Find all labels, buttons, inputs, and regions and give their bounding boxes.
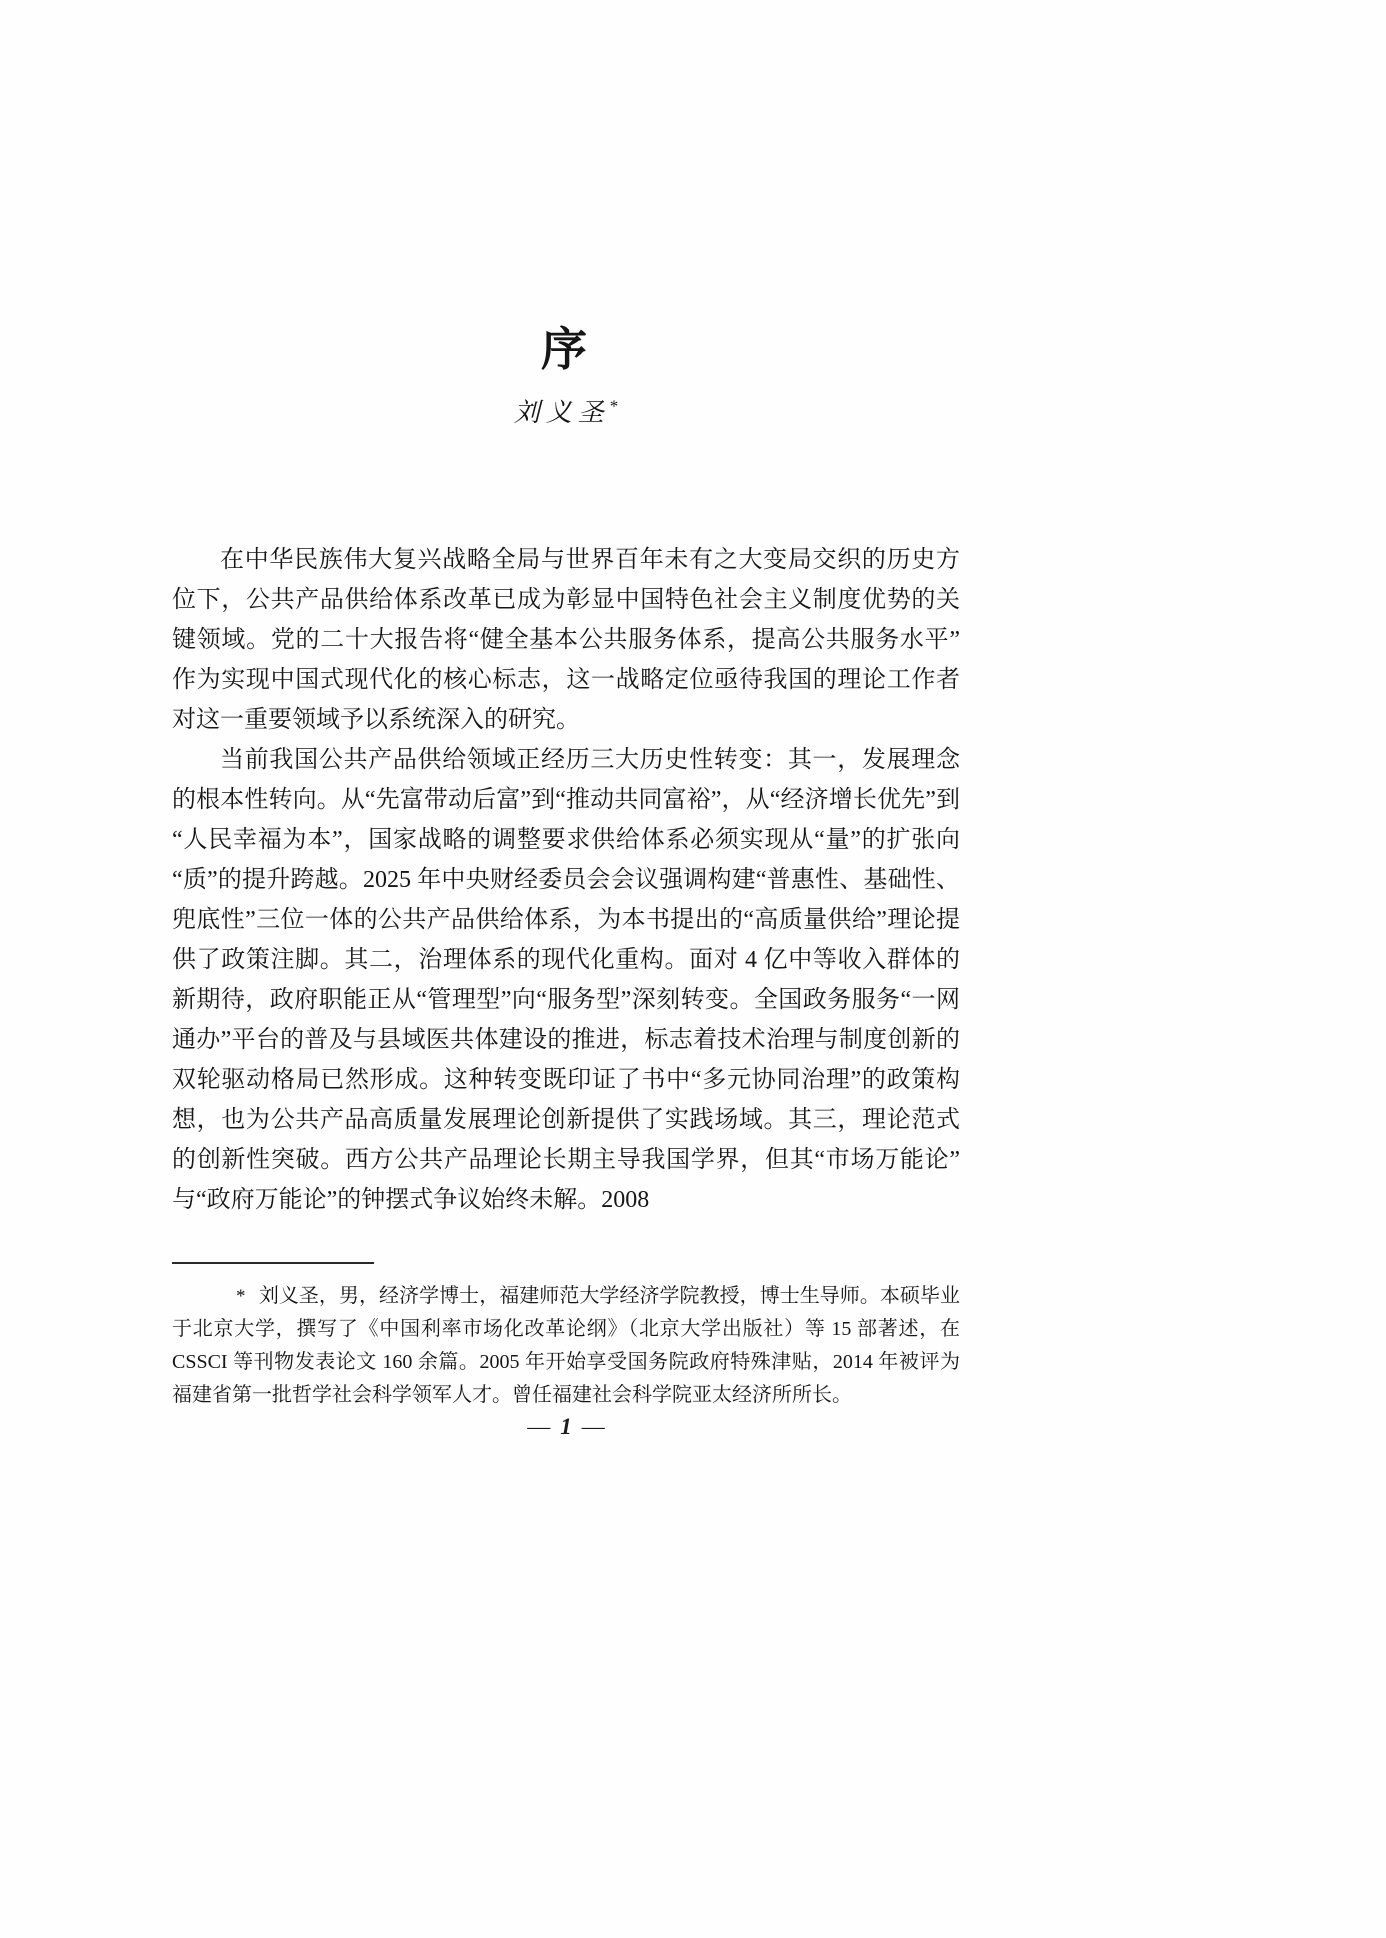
footnote-marker: * — [236, 1286, 246, 1307]
page-number-value: 1 — [560, 1414, 572, 1439]
author-line — [172, 392, 960, 429]
page-number-dash-right: — — [581, 1414, 605, 1439]
footnote-divider — [172, 1262, 374, 1264]
footnote-text — [172, 1280, 960, 1412]
author-footnote-mark: * — [609, 396, 619, 416]
footnote-area — [172, 1280, 960, 1412]
paragraph-1: 在中华民族伟大复兴战略全局与世界百年未有之大变局交织的历史方位下，公共产品供给体系改革已成为彰显中国特色社会主义制度优势的关键领域。党的二十大报告将“健全基本公共服务体系，提高公共服务水平”作为实现中国式现代化的核心标志，这一战略定位亟待我国的理论工作者对这一重要领域予以系统深入的研究。 — [172, 547, 960, 733]
page-number-dash-left: — — [527, 1414, 551, 1439]
chapter-title: 序 — [541, 324, 591, 375]
paragraph-2: 当前我国公共产品供给领域正经历三大历史性转变：其一，发展理念的根本性转向。从“先富带动后富”到“推动共同富裕”，从“经济增长优先”到“人民幸福为本”，国家战略的调整要求供给体系必须实现从“量”的扩张向“质”的提升跨越。2025 年中央财经委员会会议强调构建“普惠性、基础性、兜底性”三位一体的公共产品供给体系，为本书提出的“高质量供给”理论提供了政策注脚。其二，治理体系的现代化重构。面对 4 亿中等收入群体的新期待，政府职能正从“管理型”向“服务型”深刻转变。全国政务服务“一网通办”平台的普及与县域医共体建设的推进，标志着技术治理与制度创新的双轮驱动格局已然形成。这种转变既印证了书中“多元协同治理”的政策构想，也为公共产品高质量发展理论创新提供了实践场域。其三，理论范式的创新性突破。西方公共产品理论长期主导我国学界，但其“市场万能论”与“政府万能论”的钟摆式争议始终未解。2008 — [172, 747, 960, 1213]
author-name: 刘义圣 — [513, 398, 610, 427]
page-number — [172, 1414, 960, 1440]
footnote-body: 刘义圣，男，经济学博士，福建师范大学经济学院教授，博士生导师。本硕毕业于北京大学，撰写了《中国利率市场化改革论纲》（北京大学出版社）等 15 部著述，在 CSSCI 等刊物发表论文 160 余篇。2005 年开始享受国务院政府特殊津贴，2014 年被评为福建省第一批哲学社会科学领军人才。曾任福建社会科学院亚太经济所所长。 — [172, 1285, 960, 1406]
body-text — [172, 540, 960, 1220]
